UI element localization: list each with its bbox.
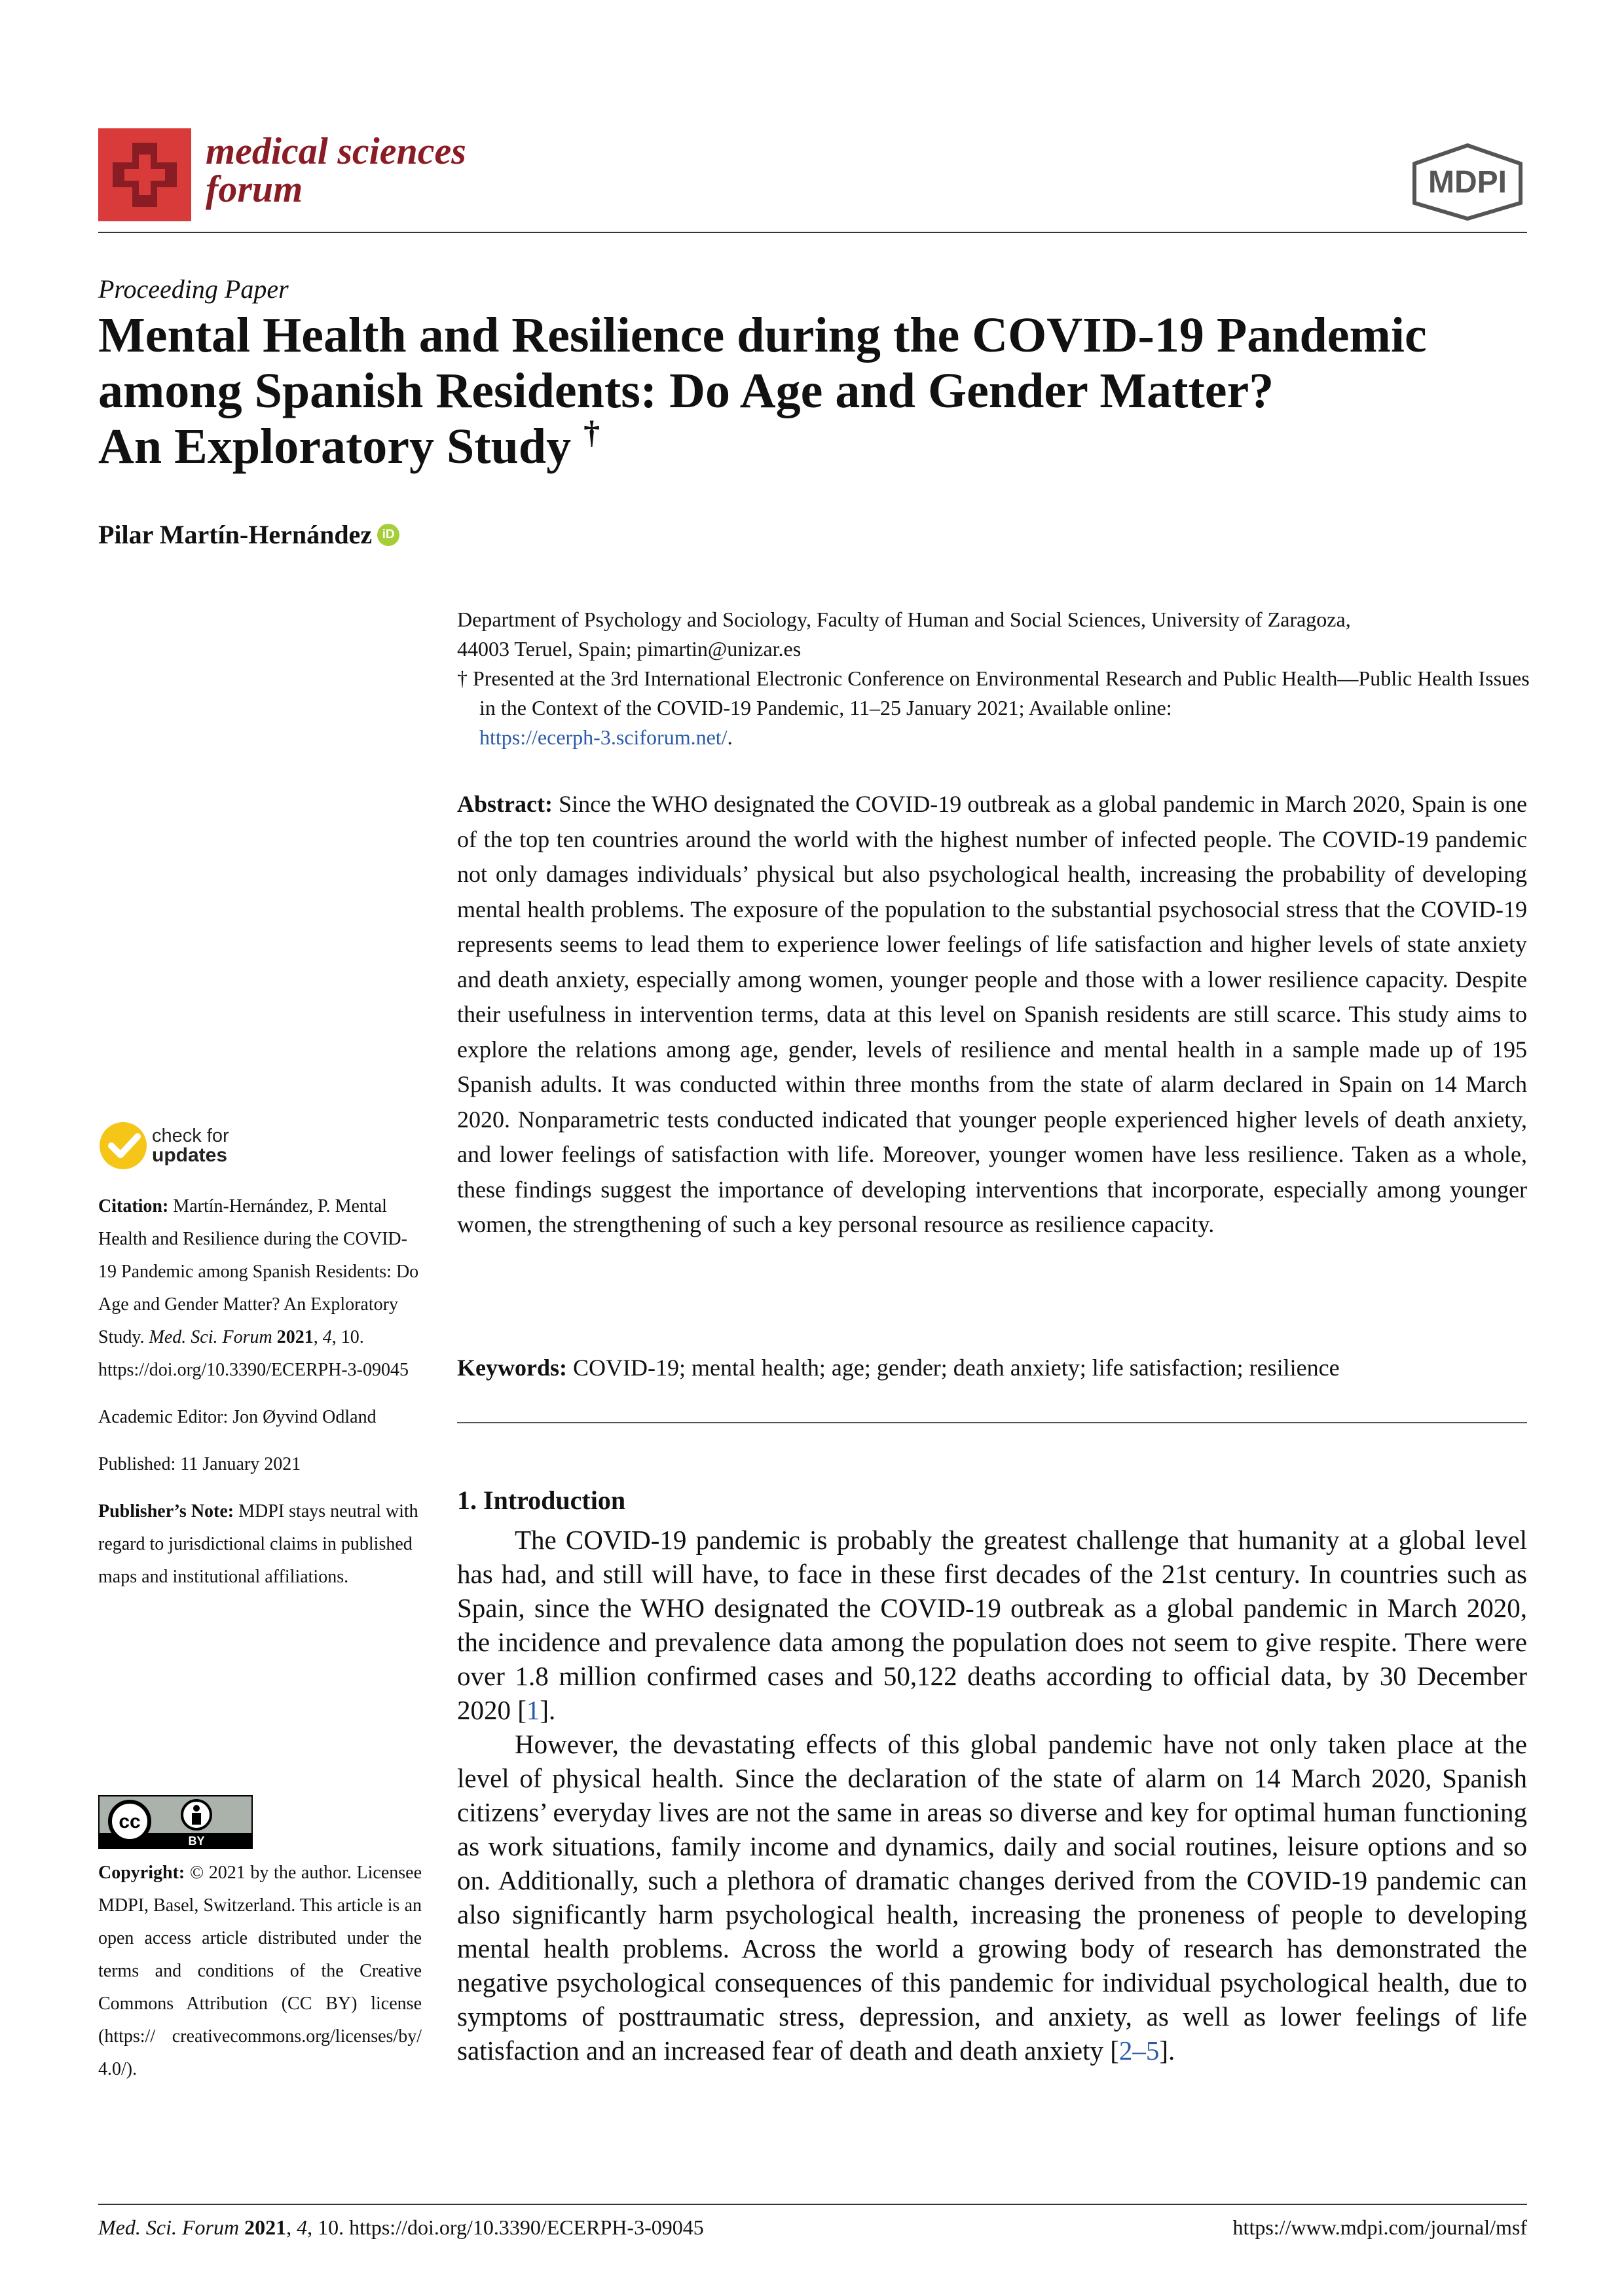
check-updates-line1: check for xyxy=(152,1125,229,1146)
title-line-3: An Exploratory Study xyxy=(98,419,572,474)
keywords xyxy=(457,1351,1527,1384)
paper-type: Proceeding Paper xyxy=(98,274,289,304)
cc-by-text: BY xyxy=(188,1834,205,1848)
orcid-icon[interactable]: iD xyxy=(377,524,399,546)
citation-volume: 4 xyxy=(322,1327,332,1347)
header-divider xyxy=(98,232,1527,233)
copyright-text: © 2021 by the author. Licensee MDPI, Basel, Switzerland. This article is an open access article distributed under the terms and conditions of the Creative Commons Attribution (CC BY) license (https:// creativecommons.org/licenses/by/ 4.0/). xyxy=(98,1863,422,2079)
publisher-note xyxy=(98,1495,422,1594)
citation-pages: , 10. https://doi.org/10.3390/ECERPH-3-09045 xyxy=(98,1327,409,1380)
reference-link-2-5[interactable]: 2–5 xyxy=(1118,2035,1160,2066)
journal-name xyxy=(206,132,466,208)
footer-doi: , 10. https://doi.org/10.3390/ECERPH-3-09045 xyxy=(307,2215,704,2239)
check-updates-line2: updates xyxy=(152,1144,228,1166)
cc-by-license-icon[interactable] xyxy=(98,1795,253,1849)
cc-icon-text: cc xyxy=(119,1811,141,1832)
paper-title xyxy=(98,308,1532,475)
abstract xyxy=(457,787,1527,1243)
check-for-updates-icon[interactable] xyxy=(98,1120,151,1172)
check-for-updates-label[interactable] xyxy=(152,1126,229,1165)
intro-paragraph-2 xyxy=(457,1727,1527,2068)
publisher-note-text: MDPI stays neutral with regard to jurisdictional claims in published maps and institutional affiliations. xyxy=(98,1501,418,1587)
mdpi-logo-text: MDPI xyxy=(1428,165,1507,200)
footnote-end: . xyxy=(727,725,733,749)
citation-text: Martín-Hernández, P. Mental Health and Resilience during the COVID-19 Pandemic among Spanish Residents: Do Age and Gender Matter? An Exploratory Study. xyxy=(98,1196,419,1347)
footnote-text: Presented at the 3rd International Electronic Conference on Environmental Research and Public Health—Public Health Issues in the Context of the COVID-19 Pandemic, 11–25 January 2021; Available online: xyxy=(473,666,1530,720)
affiliation-block xyxy=(457,605,1531,752)
author-name: Pilar Martín-Hernández xyxy=(98,520,373,549)
footer-year: 2021 xyxy=(244,2215,287,2239)
citation-label: Citation: xyxy=(98,1196,169,1216)
journal-name-line1: medical sciences xyxy=(206,130,466,172)
section-heading-introduction: 1. Introduction xyxy=(457,1485,626,1515)
sidebar-info xyxy=(98,1190,422,1594)
conference-link[interactable]: https://ecerph-3.sciforum.net/ xyxy=(479,725,728,749)
affiliation-line-1: Department of Psychology and Sociology, Faculty of Human and Social Sciences, University of Zaragoza, xyxy=(457,608,1351,631)
footer-volume: 4 xyxy=(297,2215,308,2239)
footer-citation: Med. Sci. Forum 2021, 4, 10. https://doi.org/10.3390/ECERPH-3-09045 xyxy=(98,2215,704,2239)
abstract-label: Abstract: xyxy=(457,791,553,817)
abstract-text: Since the WHO designated the COVID-19 outbreak as a global pandemic in March 2020, Spain is one of the top ten countries around the world with the highest number of infected people. The COVID-19 pandemic not only damages individuals’ physical but also psychological health, increasing the probability of developing mental health problems. The exposure of the population to the substantial psychosocial stress that the COVID-19 represents seems to lead them to experience lower feelings of life satisfaction and higher levels of state anxiety and death anxiety, especially among women, younger people and those with a lower resilience capacity. Despite their usefulness in intervention terms, data at this level on Spanish residents are still scarce. This study aims to explore the relations among age, gender, levels of resilience and mental health in a sample made up of 195 Spanish adults. It was conducted within three months from the state of alarm declared in Spain on 14 March 2020. Nonparametric tests conducted indicated that younger people experienced higher levels of death anxiety, and lower feelings of satisfaction with life. Moreover, younger women have less resilience. Taken as a whole, these findings suggest the importance of developing interventions that incorporate, especially among younger women, the strengthening of such a key personal resource as resilience capacity. xyxy=(457,791,1528,1237)
keywords-label: Keywords: xyxy=(457,1355,567,1381)
footer-journal: Med. Sci. Forum xyxy=(98,2215,240,2239)
author xyxy=(98,519,399,550)
journal-logo-icon xyxy=(98,128,191,221)
footnote-marker: † xyxy=(457,666,468,690)
title-line-2: among Spanish Residents: Do Age and Gender Matter? xyxy=(98,363,1274,418)
published-date: Published: 11 January 2021 xyxy=(98,1454,301,1474)
citation-journal: Med. Sci. Forum xyxy=(149,1327,272,1347)
intro-p2-text: However, the devastating effects of this global pandemic have not only taken place at the level of physical health. Since the declaration of the state of alarm on 14 March 2020, Spanish citizens’ everyday lives are not the same in areas so diverse and key for optimal human functioning as work situations, family income and dynamics, daily and social routines, leisure options and so on. Additionally, such a plethora of dramatic changes derived from the COVID-19 pandemic can also significantly harm psychological health, increasing the proneness of people to developing mental health problems. Across the world a growing body of research has demonstrated the negative psychological consequences of this pandemic for individual psychological health, due to symptoms of posttraumatic stress, depression, and anxiety, as well as lower feelings of life satisfaction and an increased fear of death and death anxiety [ xyxy=(457,1729,1527,2066)
publisher-note-label: Publisher’s Note: xyxy=(98,1501,234,1522)
keywords-text: COVID-19; mental health; age; gender; death anxiety; life satisfaction; resilience xyxy=(572,1355,1340,1381)
affiliation-line-2: 44003 Teruel, Spain; pimartin@unizar.es xyxy=(457,637,802,661)
reference-link-1[interactable]: 1 xyxy=(526,1695,540,1725)
copyright-label: Copyright: xyxy=(98,1863,185,1883)
title-footnote-marker: † xyxy=(583,414,600,450)
introduction-body xyxy=(457,1523,1527,2068)
citation: Citation: Martín-Hernández, P. Mental Health and Resilience during the COVID-19 Pandemic among Spanish Residents: Do Age and Gender Matter? An Exploratory Study. Med. Sci. Forum 2021, 4, 10. https://doi.org/10.3390/ECERPH-3-09045 xyxy=(98,1196,419,1380)
conference-footnote xyxy=(457,664,1531,752)
copyright xyxy=(98,1857,422,2086)
footer-journal-url[interactable]: https://www.mdpi.com/journal/msf xyxy=(1232,2215,1527,2239)
mdpi-logo-icon xyxy=(1408,143,1527,221)
abstract-divider xyxy=(457,1422,1527,1423)
intro-p1-text: The COVID-19 pandemic is probably the greatest challenge that humanity at a global level has had, and still will have, to face in these first decades of the 21st century. In countries such as Spain, since the WHO designated the COVID-19 outbreak as a global pandemic in March 2020, the incidence and prevalence data among the population does not seem to give respite. There were over 1.8 million confirmed cases and 50,122 deaths according to official data, by 30 December 2020 [ xyxy=(457,1525,1527,1725)
intro-p2-end: ]. xyxy=(1159,2035,1175,2066)
footer-divider xyxy=(98,2204,1527,2205)
title-line-1: Mental Health and Resilience during the COVID-19 Pandemic xyxy=(98,308,1427,363)
academic-editor: Academic Editor: Jon Øyvind Odland xyxy=(98,1407,377,1427)
intro-p1-end: ]. xyxy=(540,1695,556,1725)
journal-name-line2: forum xyxy=(206,168,303,210)
citation-year: 2021 xyxy=(276,1327,314,1347)
intro-paragraph-1 xyxy=(457,1523,1527,1727)
